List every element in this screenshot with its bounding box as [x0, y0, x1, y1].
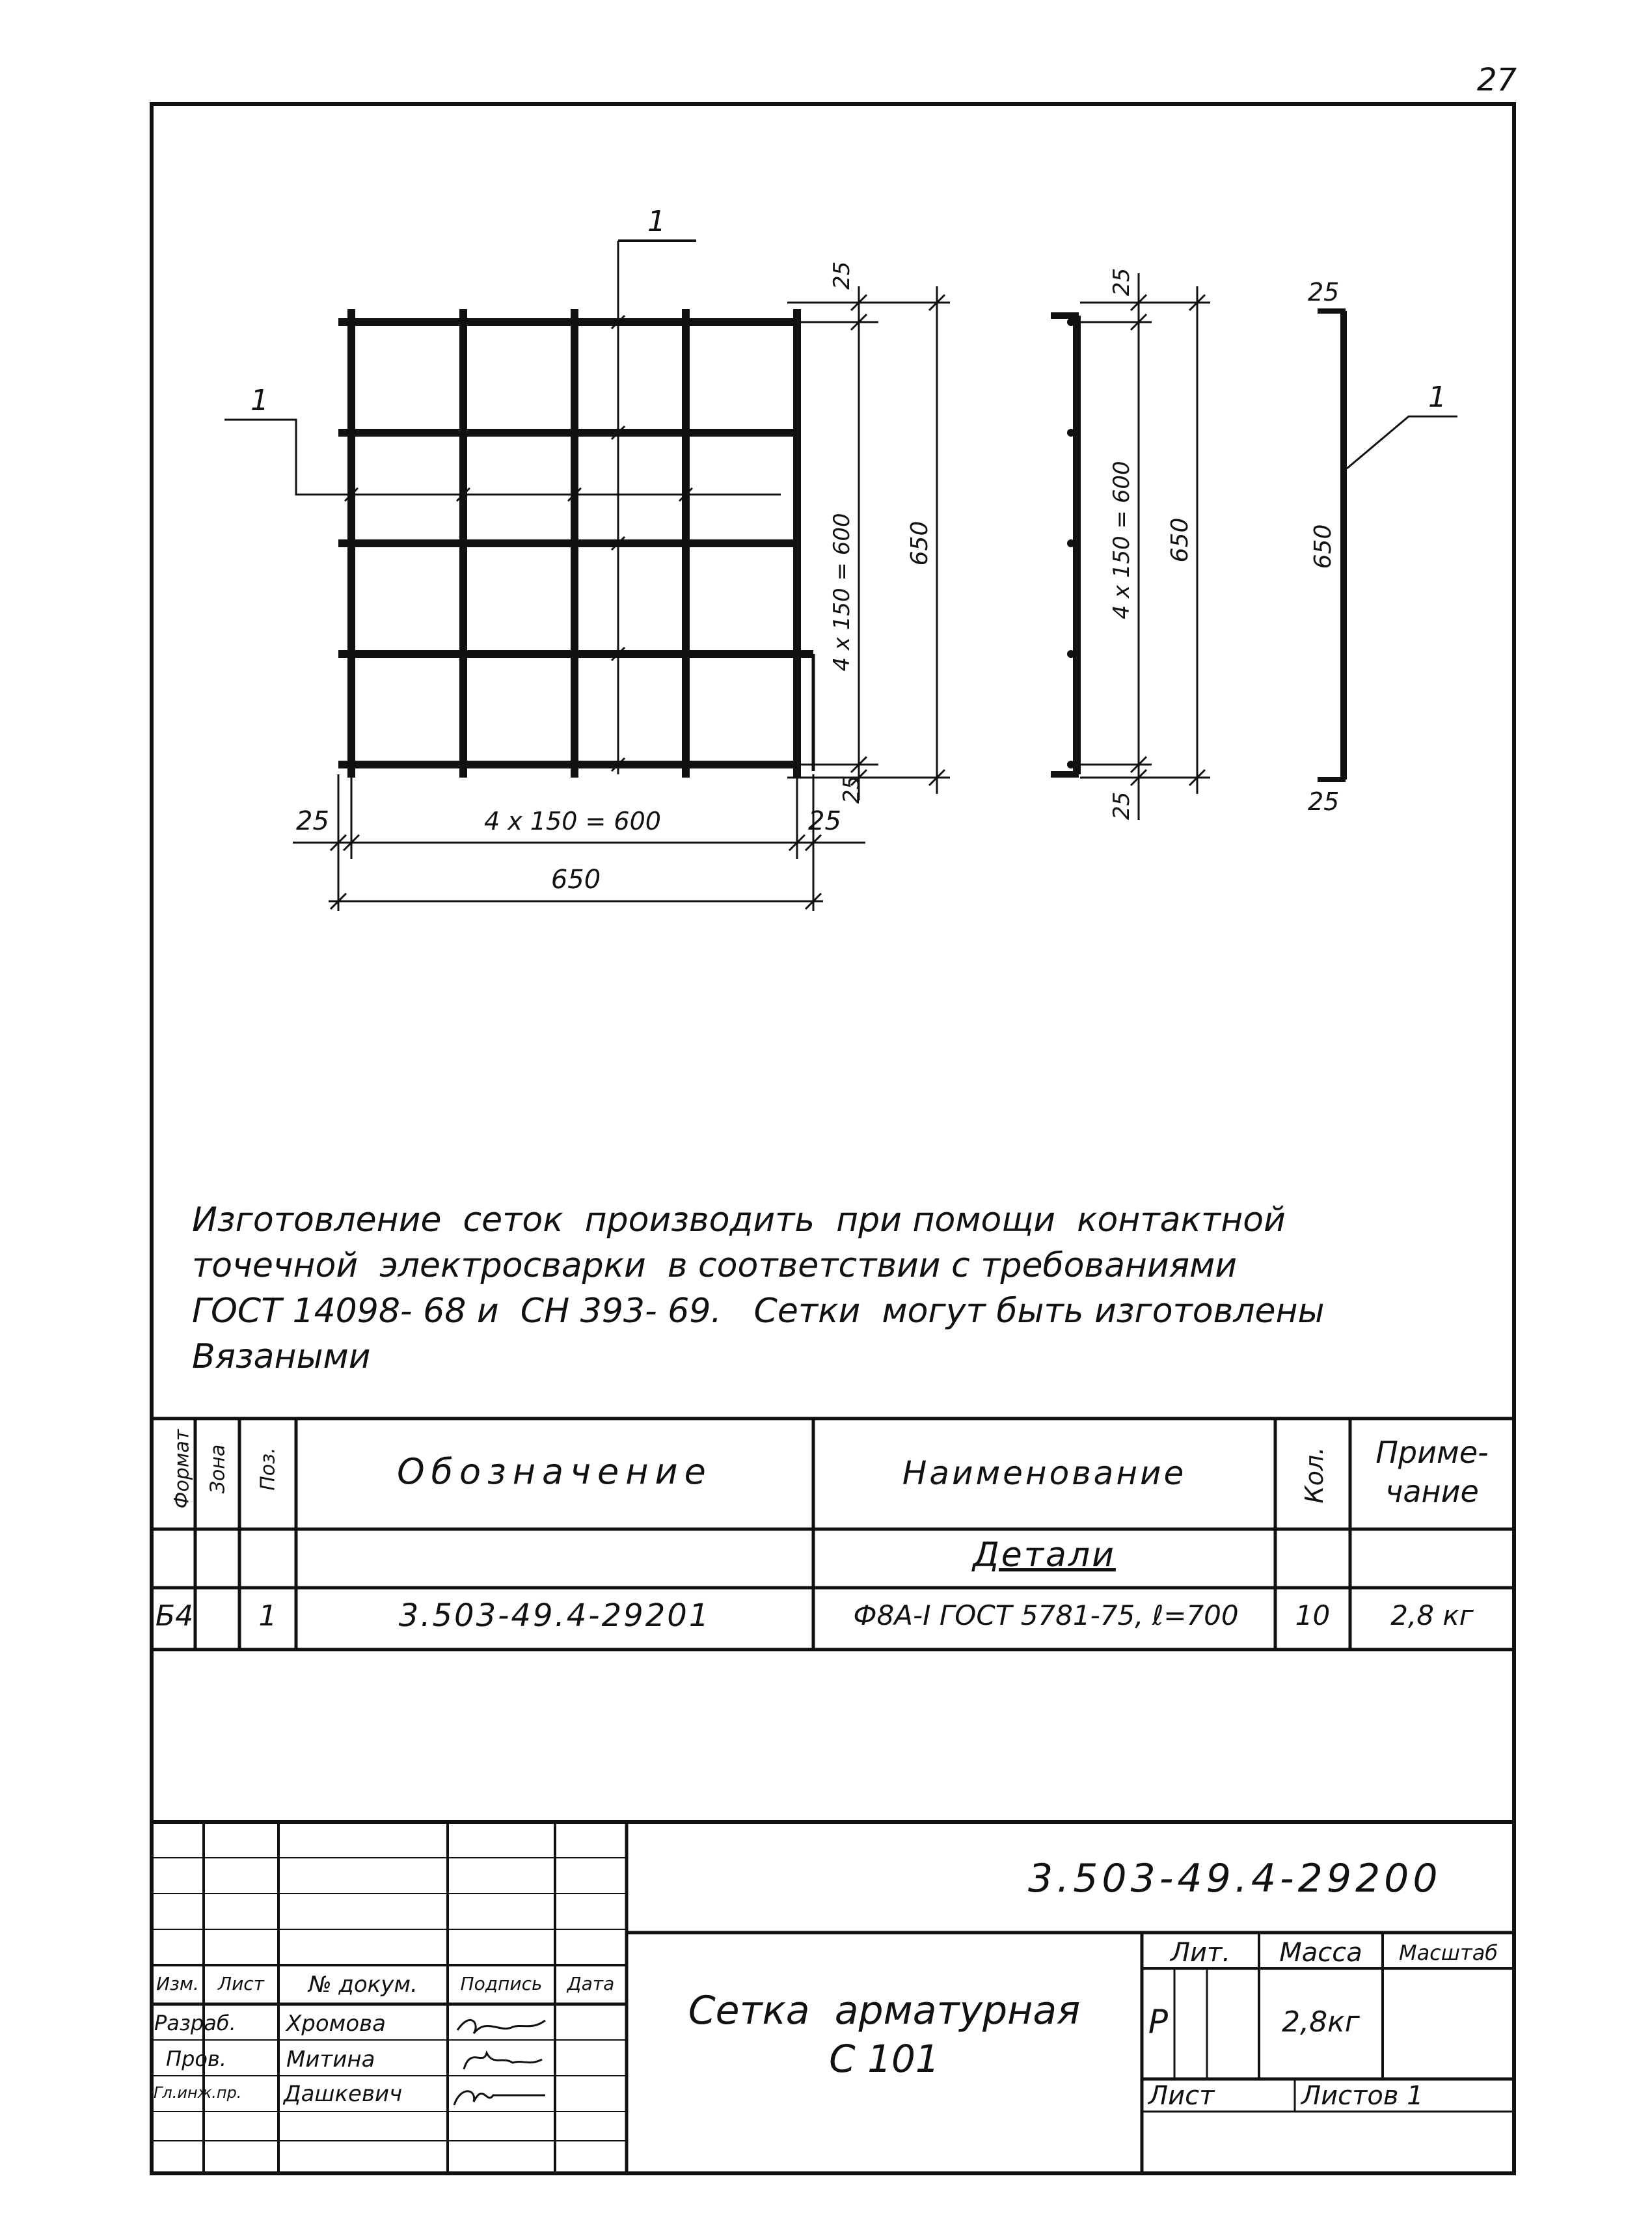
- note-line-1: Изготовление сеток производить при помощи контактной: [192, 1201, 1286, 1240]
- header-qty: Кол.: [1300, 1447, 1329, 1504]
- row-format: Б4: [155, 1599, 194, 1633]
- dim-bar-overall: 650: [1310, 524, 1336, 569]
- section-title-details: Детали: [973, 1536, 1116, 1575]
- header-designation: Обозначение: [397, 1451, 712, 1492]
- lit-label: Лит.: [1170, 1938, 1231, 1968]
- doc-code: 3.503-49.4-29200: [1028, 1856, 1442, 1901]
- lit-value: Р: [1148, 2003, 1169, 2041]
- dim-bar-top: 25: [1308, 278, 1340, 306]
- dim-plan-spacing-horizontal: 4 x 150 = 600: [484, 807, 661, 836]
- dim-edge-top: 25: [829, 261, 855, 290]
- col-izm: Изм.: [156, 1973, 199, 1994]
- note-line-4: Вязаными: [192, 1337, 371, 1376]
- title-line-1: Сетка арматурная: [688, 1988, 1081, 2033]
- role-checker: Пров.: [166, 2046, 226, 2071]
- dim-side-bottom: 25: [1109, 791, 1135, 820]
- col-sign: Подпись: [460, 1973, 543, 1994]
- callout-left-label: 1: [251, 384, 269, 417]
- signature-developer: [457, 2020, 545, 2033]
- signatures: [448, 2004, 555, 2112]
- header-note-1: Приме-: [1375, 1435, 1489, 1470]
- title-line-2: С 101: [829, 2037, 940, 2081]
- mesh-plan: [224, 241, 813, 778]
- page-number: 27: [1477, 62, 1517, 98]
- name-developer: Хромова: [286, 2011, 386, 2037]
- header-format: Формат: [170, 1429, 194, 1509]
- col-doc: № докум.: [308, 1972, 418, 1998]
- role-developer: Разраб.: [154, 2011, 236, 2035]
- row-note: 2,8 кг: [1390, 1599, 1474, 1631]
- row-pos: 1: [258, 1599, 277, 1633]
- header-note-2: чание: [1385, 1474, 1479, 1509]
- bar-callout-leader: [1347, 416, 1457, 469]
- signature-chief-engineer: [454, 2091, 545, 2105]
- dim-plan-spacing-vertical: 4 x 150 = 600: [829, 513, 855, 672]
- role-chief-engineer: Гл.инж.пр.: [154, 2084, 242, 2102]
- header-zone: Зона: [206, 1444, 230, 1494]
- dim-edge-left: 25: [296, 806, 329, 836]
- name-chief-engineer: Дашкевич: [284, 2081, 403, 2107]
- col-list: Лист: [218, 1973, 264, 1994]
- sheet-label: Лист: [1148, 2081, 1215, 2111]
- dim-edge-bottom: 25: [839, 775, 865, 804]
- dim-plan-overall-vertical: 650: [906, 521, 933, 566]
- dim-side-overall: 650: [1167, 517, 1193, 563]
- scale-label: Масштаб: [1398, 1940, 1498, 1965]
- dim-bar-bottom: 25: [1308, 787, 1340, 816]
- name-checker: Митина: [286, 2046, 375, 2072]
- dim-edge-right: 25: [808, 806, 841, 836]
- mass-value: 2,8кг: [1282, 2005, 1360, 2039]
- header-pos: Поз.: [256, 1447, 280, 1491]
- dim-side-spacing: 4 x 150 = 600: [1109, 461, 1135, 619]
- callout-bar-label: 1: [1428, 381, 1446, 414]
- row-designation: 3.503-49.4-29201: [398, 1597, 711, 1634]
- row-name: Ф8А-I ГОСТ 5781-75, ℓ=700: [853, 1599, 1239, 1631]
- note-line-3: ГОСТ 14098- 68 и СН 393- 69. Сетки могут быть изготовлены: [192, 1292, 1325, 1331]
- sheets-label: Листов 1: [1301, 2081, 1424, 2111]
- note-line-2: точечной электросварки в соответствии с требованиями: [192, 1246, 1238, 1285]
- dim-plan-overall-horizontal: 650: [550, 865, 601, 895]
- row-qty: 10: [1295, 1599, 1331, 1631]
- callout-top-label: 1: [647, 205, 666, 238]
- mass-label: Масса: [1279, 1938, 1362, 1968]
- col-date: Дата: [567, 1973, 615, 1994]
- header-name: Наименование: [902, 1454, 1187, 1492]
- dim-side-top: 25: [1109, 267, 1135, 296]
- signature-checker: [464, 2053, 542, 2069]
